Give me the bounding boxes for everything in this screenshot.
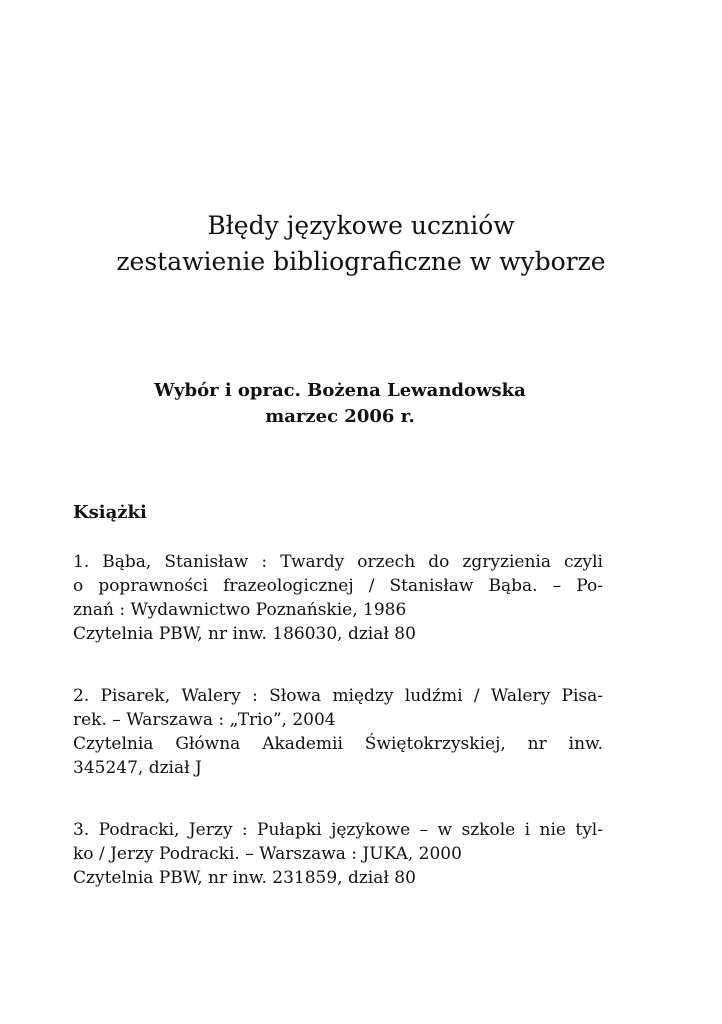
entry-location: 345247, dział J — [73, 758, 202, 778]
compiler-info — [0, 378, 680, 430]
entry-line: 3. Podracki, Jerzy : Pułapki językowe – w szkole i nie tyl- — [73, 820, 603, 840]
bibliography-entry — [73, 684, 603, 780]
entry-line: ko / Jerzy Podracki. – Warszawa : JUKA, 2000 — [73, 844, 462, 864]
entry-location: Czytelnia Główna Akademii Świętokrzyskiej, nr inw. — [73, 734, 603, 754]
entry-line: rek. – Warszawa : „Trio”, 2004 — [73, 710, 336, 730]
date-line: marzec 2006 r. — [265, 406, 415, 427]
bibliography-list — [73, 550, 603, 928]
bibliography-entry — [73, 818, 603, 890]
compiler-line: Wybór i oprac. Bożena Lewandowska — [154, 380, 526, 401]
entry-location: Czytelnia PBW, nr inw. 186030, dział 80 — [73, 624, 416, 644]
title-line-2: zestawienie bibliograficzne w wyborze — [116, 247, 606, 276]
entry-line: znań : Wydawnictwo Poznańskie, 1986 — [73, 600, 407, 620]
section-heading-books: Książki — [73, 502, 147, 523]
bibliography-entry — [73, 550, 603, 646]
entry-line: 1. Bąba, Stanisław : Twardy orzech do zgryzienia czyli — [73, 552, 603, 572]
entry-line: o poprawności frazeologicznej / Stanisław Bąba. – Po- — [73, 576, 603, 596]
document-title — [0, 208, 722, 280]
entry-line: 2. Pisarek, Walery : Słowa między ludźmi / Walery Pisa- — [73, 686, 603, 706]
title-line-1: Błędy językowe uczniów — [207, 211, 515, 240]
entry-location: Czytelnia PBW, nr inw. 231859, dział 80 — [73, 868, 416, 888]
